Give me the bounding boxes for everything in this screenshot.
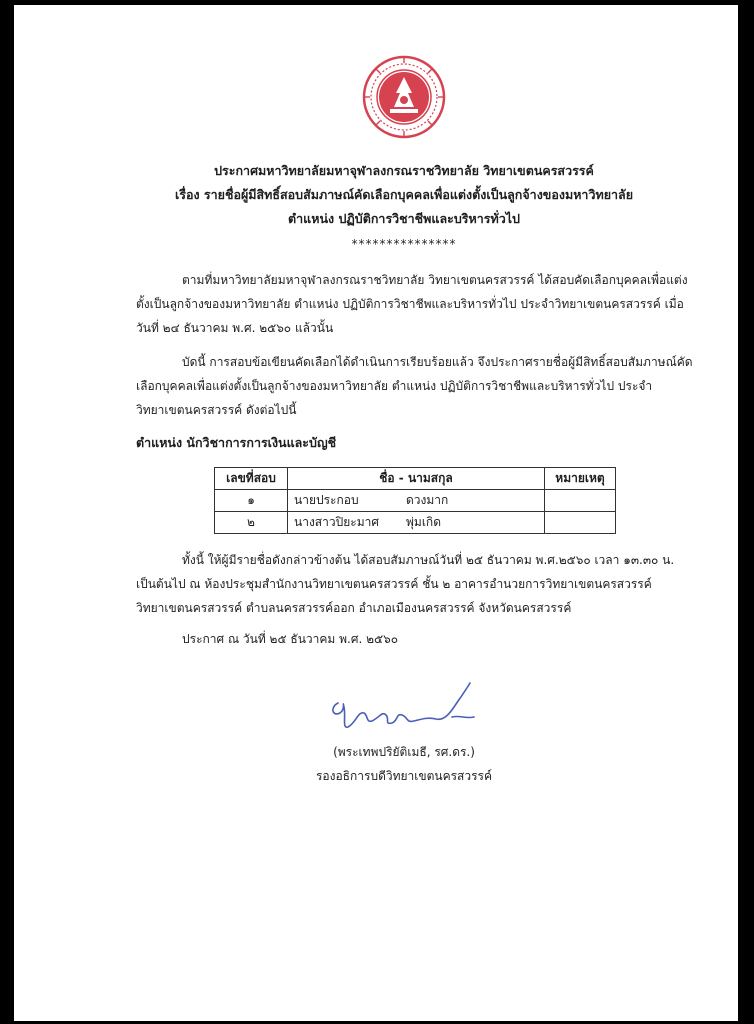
paragraph-background-text: ตามที่มหาวิทยาลัยมหาจุฬาลงกรณราชวิทยาลัย วิทยาเขตนครสวรรค์ ได้สอบคัดเลือกบุคคลเพื่อแต่งตั้งเป็นลูกจ้างของมหาวิทยาลัย ตำแหน่ง ปฏิบัติการวิชาชีพและบริหารทั่วไป ประจำวิทยาเขตนครสวรรค์ เมื่อวันที่ ๒๔ ธันวาคม พ.ศ. ๒๕๖๐ แล้วนั้น — [136, 273, 688, 335]
position-heading: ตำแหน่ง นักวิชาการการเงินและบัญชี — [136, 435, 337, 450]
signer-title: รองอธิการบดีวิทยาเขตนครสวรรค์ — [315, 769, 493, 783]
signer-name: (พระเทพปริยัติเมธี, รศ.ดร.) — [333, 745, 475, 759]
first-name: นายประกอบ — [294, 493, 359, 507]
col-name: ชื่อ - นามสกุล — [288, 468, 545, 490]
table-header-row — [215, 468, 616, 490]
paragraph-interview-details — [136, 548, 696, 620]
last-name: พุ่มเกิด — [406, 515, 441, 529]
paragraph-interview-text: ทั้งนี้ ให้ผู้มีรายชื่อดังกล่าวข้างต้น ได้สอบสัมภาษณ์วันที่ ๒๕ ธันวาคม พ.ศ.๒๕๖๐ เวลา ๑๓.๓๐ น. เป็นต้นไป ณ ห้องประชุมสำนักงานวิทยาเขตนครสวรรค์ ชั้น ๒ อาคารอำนวยการวิทยาเขตนครสวรรค์ วิทยาเขตนครสวรรค์ ตำบลนครสวรรค์ออก อำเภอเมืองนครสวรรค์ จังหวัดนครสวรรค์ — [136, 553, 675, 615]
university-seal-icon — [362, 55, 446, 139]
separator-stars: *************** — [351, 237, 457, 251]
note-cell — [545, 512, 616, 534]
handwritten-signature — [324, 677, 484, 739]
note-cell — [545, 490, 616, 512]
announcement-position: ตำแหน่ง ปฏิบัติการวิชาชีพและบริหารทั่วไป — [288, 211, 520, 226]
col-note: หมายเหตุ — [545, 468, 616, 490]
table-row — [215, 512, 616, 534]
document-page — [14, 5, 738, 1021]
paragraph-announcement — [136, 350, 696, 422]
candidate-name — [288, 512, 545, 534]
exam-number: ๑ — [215, 490, 288, 512]
exam-number: ๒ — [215, 512, 288, 534]
announcement-date: ประกาศ ณ วันที่ ๒๕ ธันวาคม พ.ศ. ๒๕๖๐ — [182, 632, 399, 646]
last-name: ดวงมาก — [406, 493, 449, 507]
announcement-subject: เรื่อง รายชื่อผู้มีสิทธิ์สอบสัมภาษณ์คัดเลือกบุคคลเพื่อแต่งตั้งเป็นลูกจ้างของมหาวิทยาลัย — [174, 187, 634, 202]
candidate-table — [214, 467, 616, 534]
table-row — [215, 490, 616, 512]
paragraph-date — [136, 627, 696, 651]
first-name: นางสาวปิยะมาศ — [294, 515, 379, 529]
announcement-title: ประกาศมหาวิทยาลัยมหาจุฬาลงกรณราชวิทยาลัย วิทยาเขตนครสวรรค์ — [214, 163, 594, 178]
paragraph-announcement-text: บัดนี้ การสอบข้อเขียนคัดเลือกได้ดำเนินการเรียบร้อยแล้ว จึงประกาศรายชื่อผู้มีสิทธิ์สอบสัมภาษณ์คัดเลือกบุคคลเพื่อแต่งตั้งเป็นลูกจ้างของมหาวิทยาลัย ตำแหน่ง ปฏิบัติการวิชาชีพและบริหารทั่วไป ประจำวิทยาเขตนครสวรรค์ ดังต่อไปนี้ — [136, 355, 693, 417]
col-exam-number: เลขที่สอบ — [215, 468, 288, 490]
paragraph-background — [136, 268, 696, 340]
candidate-name — [288, 490, 545, 512]
